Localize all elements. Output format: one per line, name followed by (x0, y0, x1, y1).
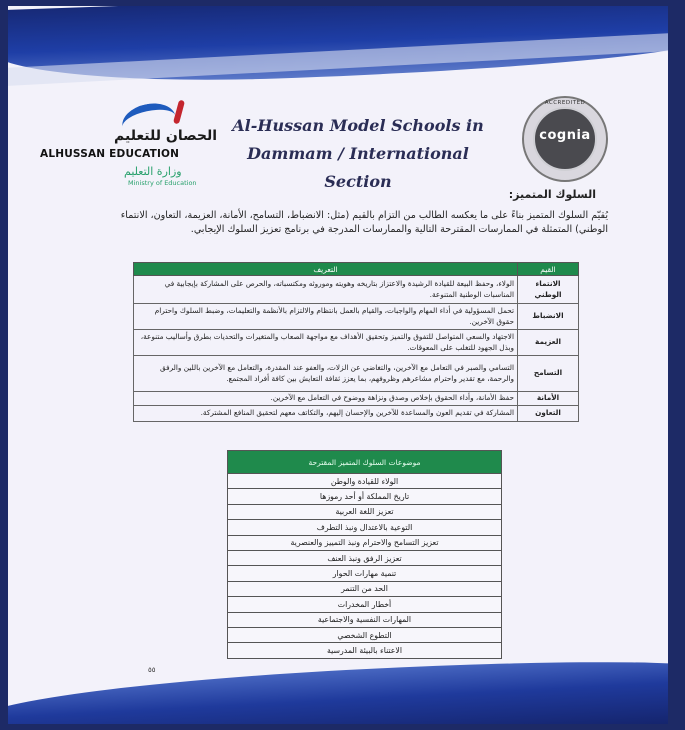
topic-item: التطوع الشخصي (228, 627, 502, 642)
intro-paragraph: يُقيّم السلوك المتميز بناءً على ما يعكسه الطالب من التزام بالقيم (مثل: الانضباط، التسامح، الأمانة، العزيمة، التعاون، الانتماء الوطني) المتمثلة في الممارسات المقترحة التالية والممارسات المدرجة في برنامج تعزيز السلوك الإيجابي. (120, 210, 608, 235)
school-logo-group (36, 98, 218, 193)
topic-item: التوعية بالاعتدال ونبذ التطرف (228, 520, 502, 535)
value-definition: تحمل المسؤولية في أداء المهام والواجبات، والقيام بالعمل بانتظام والالتزام بالأنظمة والتعليمات، وضبط السلوك واحترام حقوق الآخرين. (134, 304, 518, 330)
topic-item: تنمية مهارات الحوار (228, 566, 502, 581)
badge-top-text: ACCREDITED (544, 100, 586, 106)
table-row (228, 520, 502, 535)
value-name: التعاون (518, 406, 579, 422)
topic-item: تاريخ المملكة أو أحد رموزها (228, 489, 502, 504)
table-row (228, 597, 502, 612)
school-title-line2: Dammam / International Section (247, 144, 469, 191)
topic-item: تعزيز التسامح والاحترام ونبذ التمييز والعنصرية (228, 535, 502, 550)
school-title-line1: Al-Hussan Model Schools in (232, 116, 484, 135)
table-row (228, 581, 502, 596)
value-name: الانضباط (518, 304, 579, 330)
table-row (134, 392, 579, 406)
table-row (228, 550, 502, 565)
table-row (228, 474, 502, 489)
school-title (213, 112, 503, 196)
topics-table-header-row (228, 451, 502, 474)
topics-table (227, 450, 502, 659)
document-page (8, 6, 668, 724)
ministry-english-text: Ministry of Education (128, 179, 197, 187)
accreditation-badge-icon (522, 96, 608, 182)
badge-brand-text: cognia (539, 128, 591, 143)
values-table-header-row (134, 263, 579, 276)
value-name: الانتماء الوطني (518, 276, 579, 304)
value-definition: الولاء، وحفظ البيعة للقيادة الرشيدة والاعتزاز بتاريخه وهويته وموروثه ومكتسباته، والحرص على المشاركة بإيجابية في المناسبات الوطنية المتنوعة. (134, 276, 518, 304)
table-row (134, 276, 579, 304)
section-heading: السلوك المتميز: (508, 188, 596, 201)
values-header-definition: التعريف (134, 263, 518, 276)
ministry-arabic-text: وزارة التعليم (124, 165, 182, 178)
logo-accent-icon (173, 100, 185, 125)
value-definition: حفظ الأمانة، وأداء الحقوق بإخلاص وصدق ونزاهة ووضوح في التعامل مع الآخرين. (134, 392, 518, 406)
table-row (134, 356, 579, 392)
table-row (228, 489, 502, 504)
value-name: التسامح (518, 356, 579, 392)
table-row (228, 612, 502, 627)
topics-header: موضوعات السلوك المتميز المقترحة (228, 451, 502, 474)
table-row (228, 643, 502, 658)
value-definition: الاجتهاد والسعي المتواصل للتفوق والتميز وتحقيق الأهداف مع مواجهة الصعاب والمتغيرات والتحديات بطرق وأساليب متنوعة، وبذل الجهود للتغلب على المعوقات. (134, 330, 518, 356)
table-row (228, 535, 502, 550)
page-number: ٥٥ (148, 666, 156, 674)
logo-english-text: ALHUSSAN EDUCATION (40, 148, 180, 160)
value-name: العزيمة (518, 330, 579, 356)
topic-item: الولاء للقيادة والوطن (228, 474, 502, 489)
footer-wave-band (8, 651, 668, 724)
topic-item: تعزيز اللغة العربية (228, 504, 502, 519)
topic-item: المهارات النفسية والاجتماعية (228, 612, 502, 627)
values-header-name: القيم (518, 263, 579, 276)
table-row (228, 566, 502, 581)
table-row (134, 330, 579, 356)
topic-item: الحد من التنمر (228, 581, 502, 596)
table-row (228, 504, 502, 519)
topic-item: أخطار المخدرات (228, 597, 502, 612)
value-definition: التسامي والصبر في التعامل مع الآخرين، والتغاضي عن الزلات، والعفو عند المقدرة، والتعامل مع الآخرين باللين والرفق والرحمة، مع تقدير واحترام مشاعرهم وظروفهم، بما يعزز ثقافة التعايش بين كافة أفراد المجتمع. (134, 356, 518, 392)
table-row (134, 406, 579, 422)
value-name: الأمانة (518, 392, 579, 406)
values-table (133, 262, 579, 422)
topic-item: تعزيز الرفق ونبذ العنف (228, 550, 502, 565)
value-definition: المشاركة في تقديم العون والمساعدة للآخرين والإحسان إليهم، والتكاتف معهم لتحقيق المنافع المشتركة. (134, 406, 518, 422)
topic-item: الاعتناء بالبيئة المدرسية (228, 643, 502, 658)
table-row (228, 627, 502, 642)
logo-arabic-text: الحصان للتعليم (114, 128, 218, 144)
table-row (134, 304, 579, 330)
